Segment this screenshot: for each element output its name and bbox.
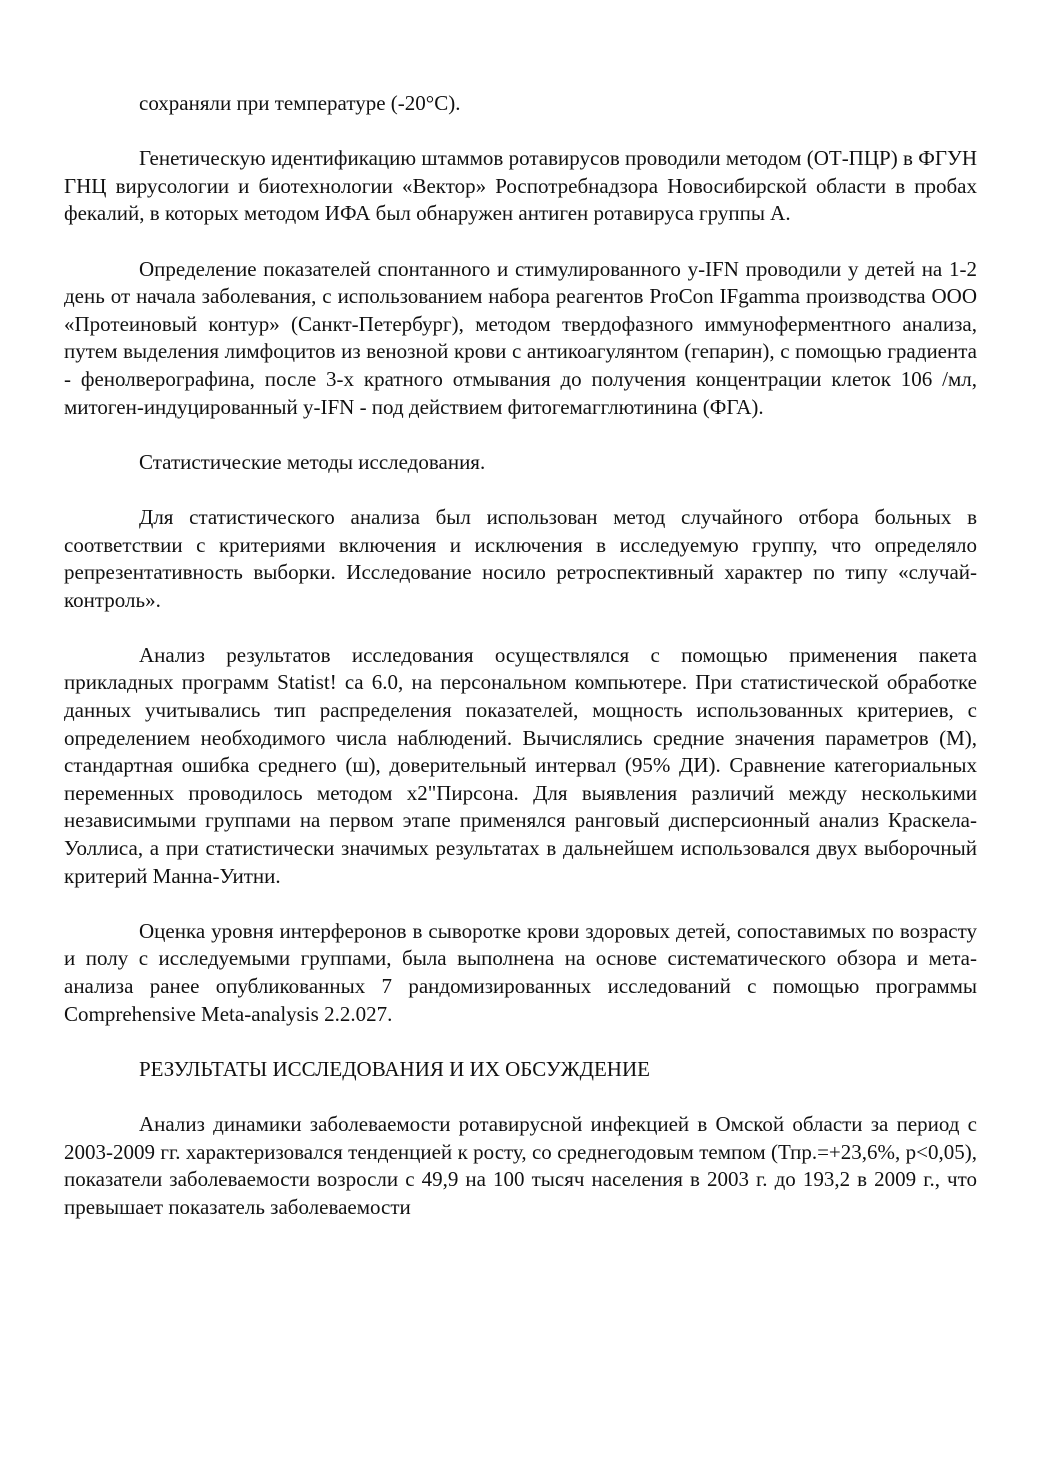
paragraph-statistical-sampling: Для статистического анализа был использован метод случайного отбора больных в соответствии с критериями включения и исключения в исследуемую группу, что определяло репрезентативность выборки. Исследование носило ретроспективный характер по типу «случай-контроль». xyxy=(64,504,977,612)
paragraph-interferon-assessment: Оценка уровня интерферонов в сыворотке крови здоровых детей, сопоставимых по возрасту и полу с исследуемыми группами, была выполнена на основе систематического обзора и мета-анализа ранее опубликованных 7 рандомизированных исследований с помощью программы Comprehensive Meta-analysis 2.2.027. xyxy=(64,918,977,1026)
paragraph-incidence-dynamics: Анализ динамики заболеваемости ротавирусной инфекцией в Омской области за период с 2003-2009 гг. характеризовался тенденцией к росту, со среднегодовым темпом (Тпр.=+23,6%, р<0,05), показатели заболеваемости возросли с 49,9 на 100 тысяч населения в 2003 г. до 193,2 в 2009 г., что превышает показатель заболеваемости xyxy=(64,1111,977,1219)
paragraph-statistical-analysis: Анализ результатов исследования осуществлялся с помощью применения пакета прикладных программ Statist! ca 6.0, на персональном компьютере. При статистической обработке данных учитывались тип распределения показателей, мощность использованных критериев, с определением необходимого числа наблюдений. Вычислялись средние значения параметров (М), стандартная ошибка среднего (ш), доверительный интервал (95% ДИ). Сравнение категориальных переменных проводилось методом х2"Пирсона. Для выявления различий между несколькими независимыми группами на первом этапе применялся ранговый дисперсионный анализ Краскела-Уоллиса, а при статистически значимых результатах в дальнейшем использовался двух выборочный критерий Манна-Уитни. xyxy=(64,642,977,888)
heading-statistical-methods: Статистические методы исследования. xyxy=(139,449,486,474)
paragraph-ifn-determination: Определение показателей спонтанного и стимулированного у-IFN проводили у детей на 1-2 день от начала заболевания, с использованием набора реагентов ProCon IFgamma производства ООО «Протеиновый контур» (Санкт-Петербург), методом твердофазного иммуноферментного анализа, путем выделения лимфоцитов из венозной крови с антикоагулянтом (гепарин), с помощью градиента - фенолверографина, после 3-х кратного отмывания до получения концентрации клеток 106 /мл, митоген-индуцированный у-IFN - под действием фитогемагглютинина (ФГА). xyxy=(64,256,977,419)
paragraph-storage-temperature: сохраняли при температуре (-20°С). xyxy=(139,91,461,115)
document-page xyxy=(64,90,977,1221)
heading-results-discussion: РЕЗУЛЬТАТЫ ИССЛЕДОВАНИЯ И ИХ ОБСУЖДЕНИЕ xyxy=(139,1056,650,1081)
paragraph-genetic-identification: Генетическую идентификацию штаммов ротавирусов проводили методом (ОТ-ПЦР) в ФГУН ГНЦ вирусологии и биотехнологии «Вектор» Роспотребнадзора Новосибирской области в пробах фекалий, в которых методом ИФА был обнаружен антиген ротавируса группы А. xyxy=(64,146,977,226)
